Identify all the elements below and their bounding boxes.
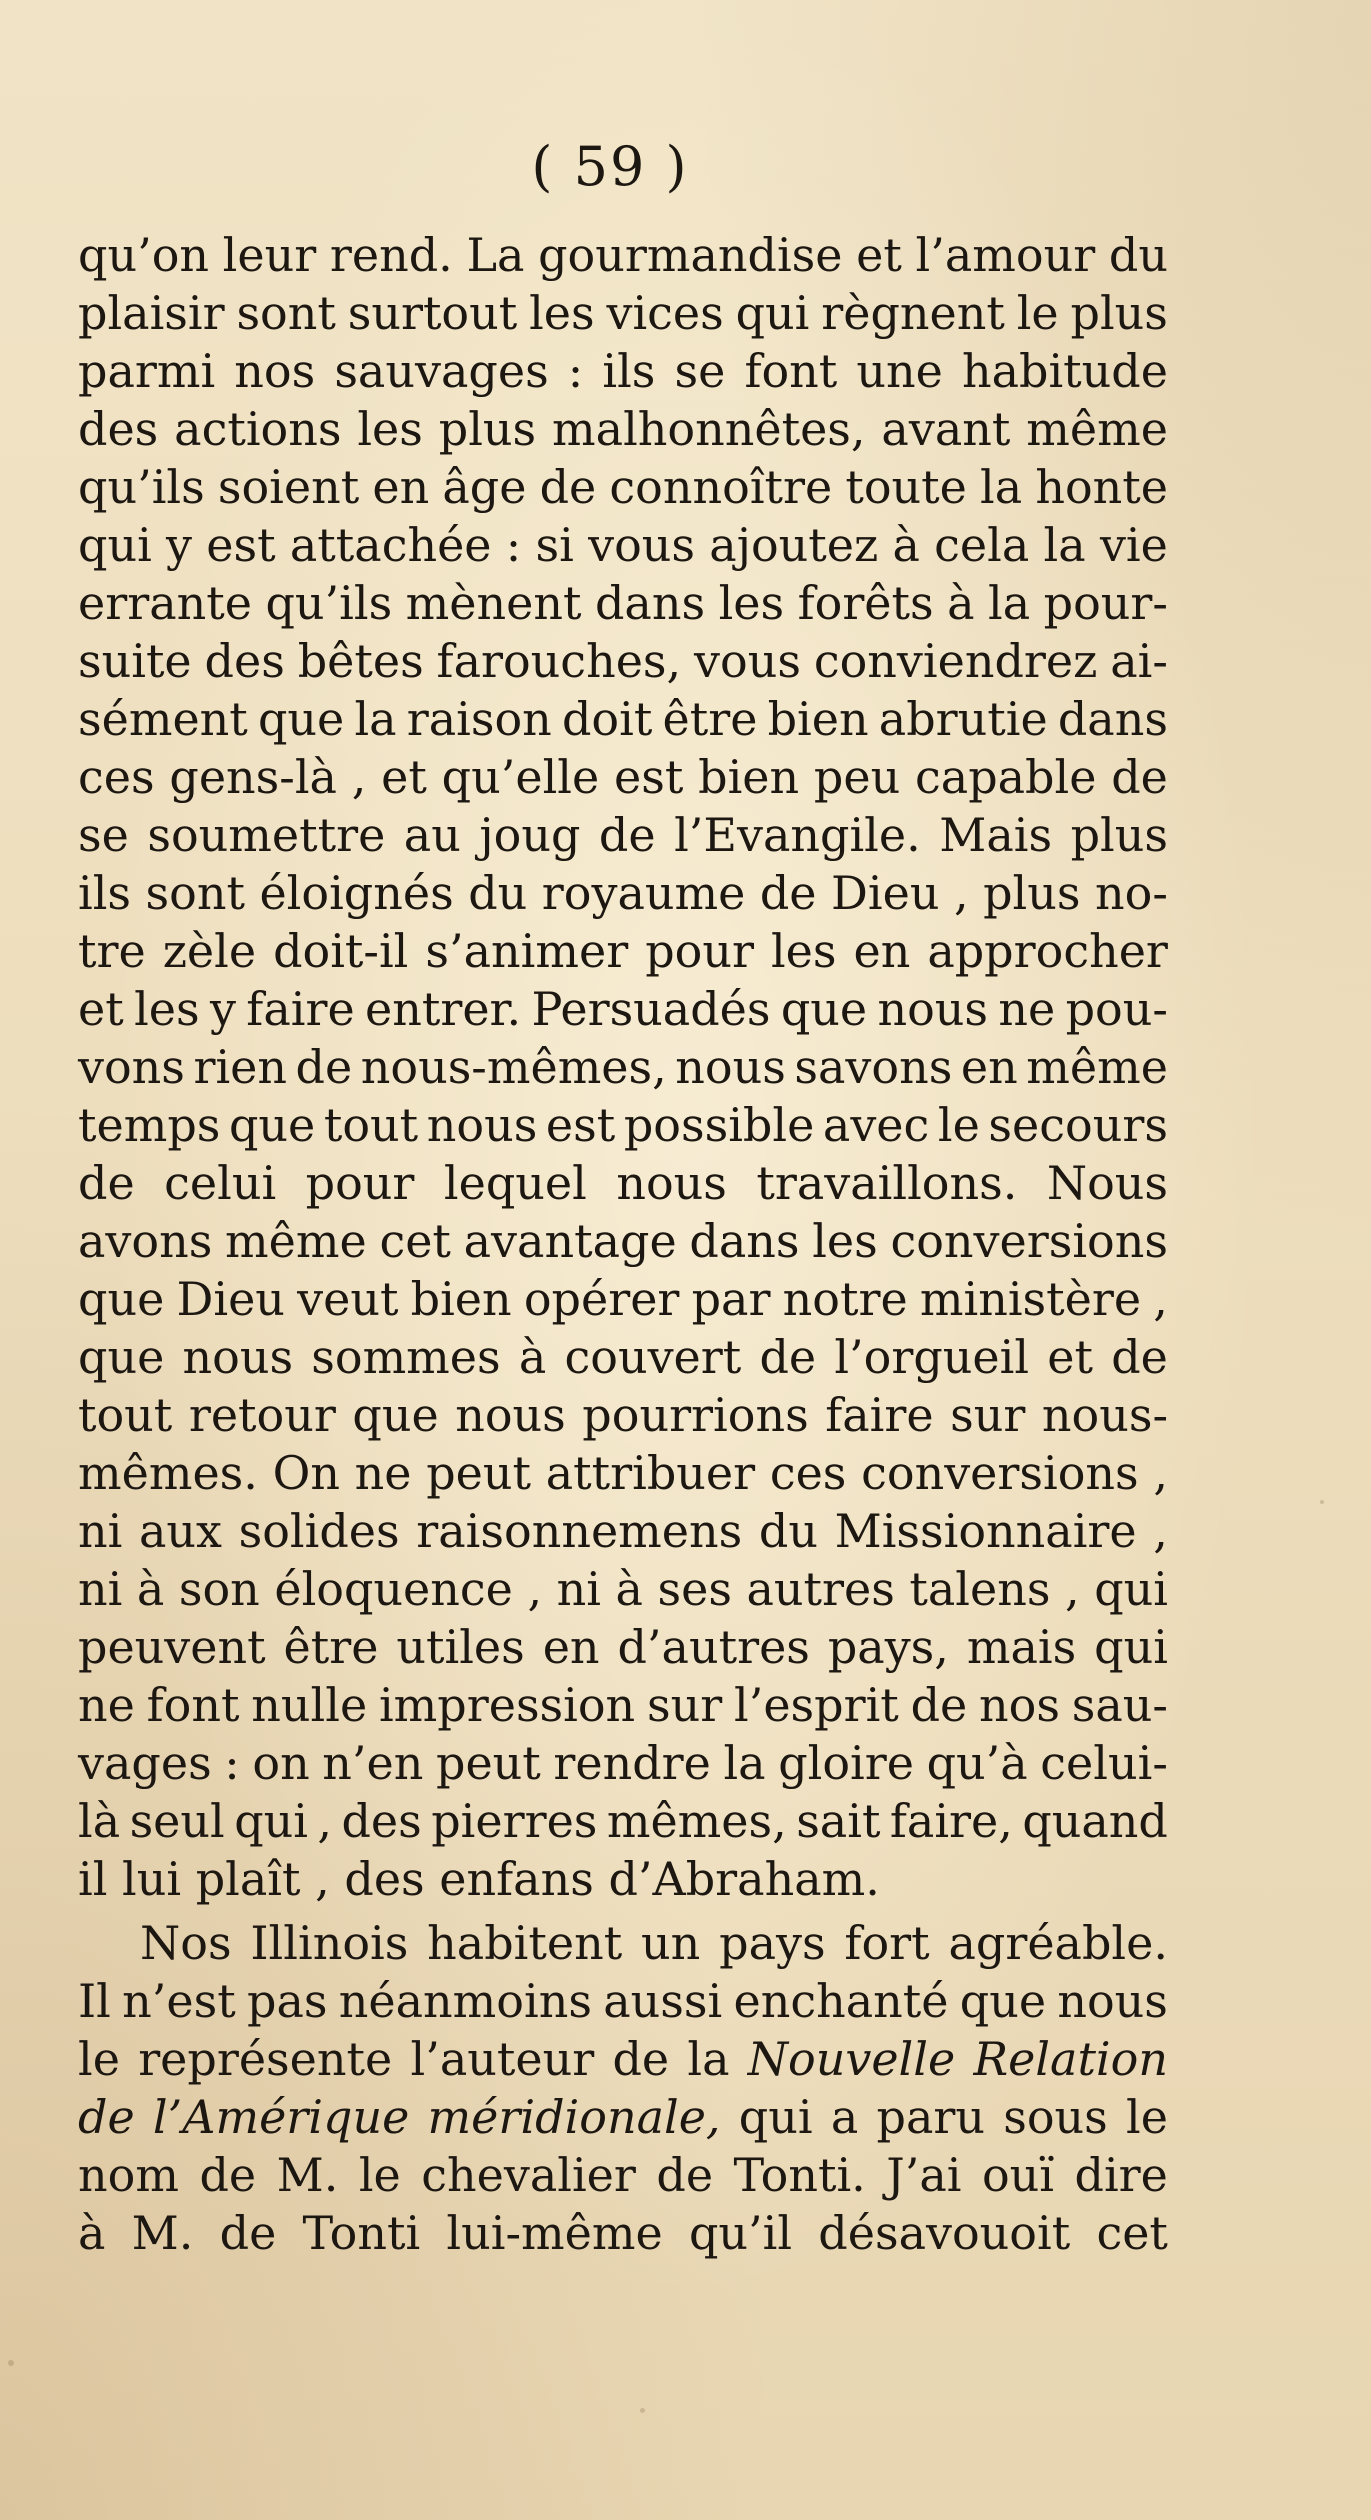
text-line: que nous sommes à couvert de l’orgueil et de [78,1330,1168,1384]
text-line: suite des bêtes farouches, vous conviendrez ai- [78,634,1168,688]
text-line: le représente l’auteur de la Nouvelle Relation [78,2032,1168,2086]
text-line: sément que la raison doit être bien abrutie dans [78,692,1168,746]
text-line: que Dieu veut bien opérer par notre ministère , [78,1272,1168,1326]
text-line: plaisir sont surtout les vices qui règnent le plus [78,286,1168,340]
body-text [78,226,1168,2262]
paper-speck [640,2408,645,2413]
text-line: ni à son éloquence , ni à ses autres talens , qui [78,1562,1168,1616]
paper-speck [8,2360,14,2366]
text-line: qu’ils soient en âge de connoître toute la honte [78,460,1168,514]
text-line: qui y est attachée : si vous ajoutez à cela la vie [78,518,1168,572]
text-line: il lui plaît , des enfans d’Abraham. [78,1852,880,1906]
text-line: ni aux solides raisonnemens du Missionnaire , [78,1504,1168,1558]
text-line: de l’Amérique méridionale, qui a paru sous le [78,2090,1168,2144]
text-line: à M. de Tonti lui-même qu’il désavouoit cet [78,2206,1168,2260]
text-line: de celui pour lequel nous travaillons. Nous [78,1156,1168,1210]
text-line: nom de M. le chevalier de Tonti. J’ai ouï dire [78,2148,1168,2202]
text-line: errante qu’ils mènent dans les forêts à la pour- [78,576,1168,630]
text-line: ces gens-là , et qu’elle est bien peu capable de [78,750,1168,804]
text-line: se soumettre au joug de l’Evangile. Mais plus [78,808,1168,862]
text-line: peuvent être utiles en d’autres pays, mais qui [78,1620,1168,1674]
text-line: des actions les plus malhonnêtes, avant même [78,402,1168,456]
text-line: et les y faire entrer. Persuadés que nous ne pou- [78,982,1168,1036]
text-line: mêmes. On ne peut attribuer ces conversions , [78,1446,1168,1500]
text-line: Il n’est pas néanmoins aussi enchanté que nous [78,1974,1168,2028]
page-number: ( 59 ) [531,135,689,198]
text-line: vages : on n’en peut rendre la gloire qu’à celui- [78,1736,1168,1790]
text-line: là seul qui , des pierres mêmes, sait faire, quand [78,1794,1168,1848]
text-line: tre zèle doit-il s’animer pour les en approcher [78,924,1168,978]
paper-speck [1320,1500,1324,1504]
text-line: temps que tout nous est possible avec le secours [78,1098,1168,1152]
text-line: vons rien de nous-mêmes, nous savons en même [78,1040,1168,1094]
text-line: parmi nos sauvages : ils se font une habitude [78,344,1168,398]
text-line: Nos Illinois habitent un pays fort agréable. [140,1916,1168,1970]
text-line: ils sont éloignés du royaume de Dieu , plus no- [78,866,1168,920]
text-line: qu’on leur rend. La gourmandise et l’amour du [78,228,1168,282]
text-line: tout retour que nous pourrions faire sur nous- [78,1388,1168,1442]
text-line: ne font nulle impression sur l’esprit de nos sau- [78,1678,1168,1732]
text-line: avons même cet avantage dans les conversions [78,1214,1168,1268]
